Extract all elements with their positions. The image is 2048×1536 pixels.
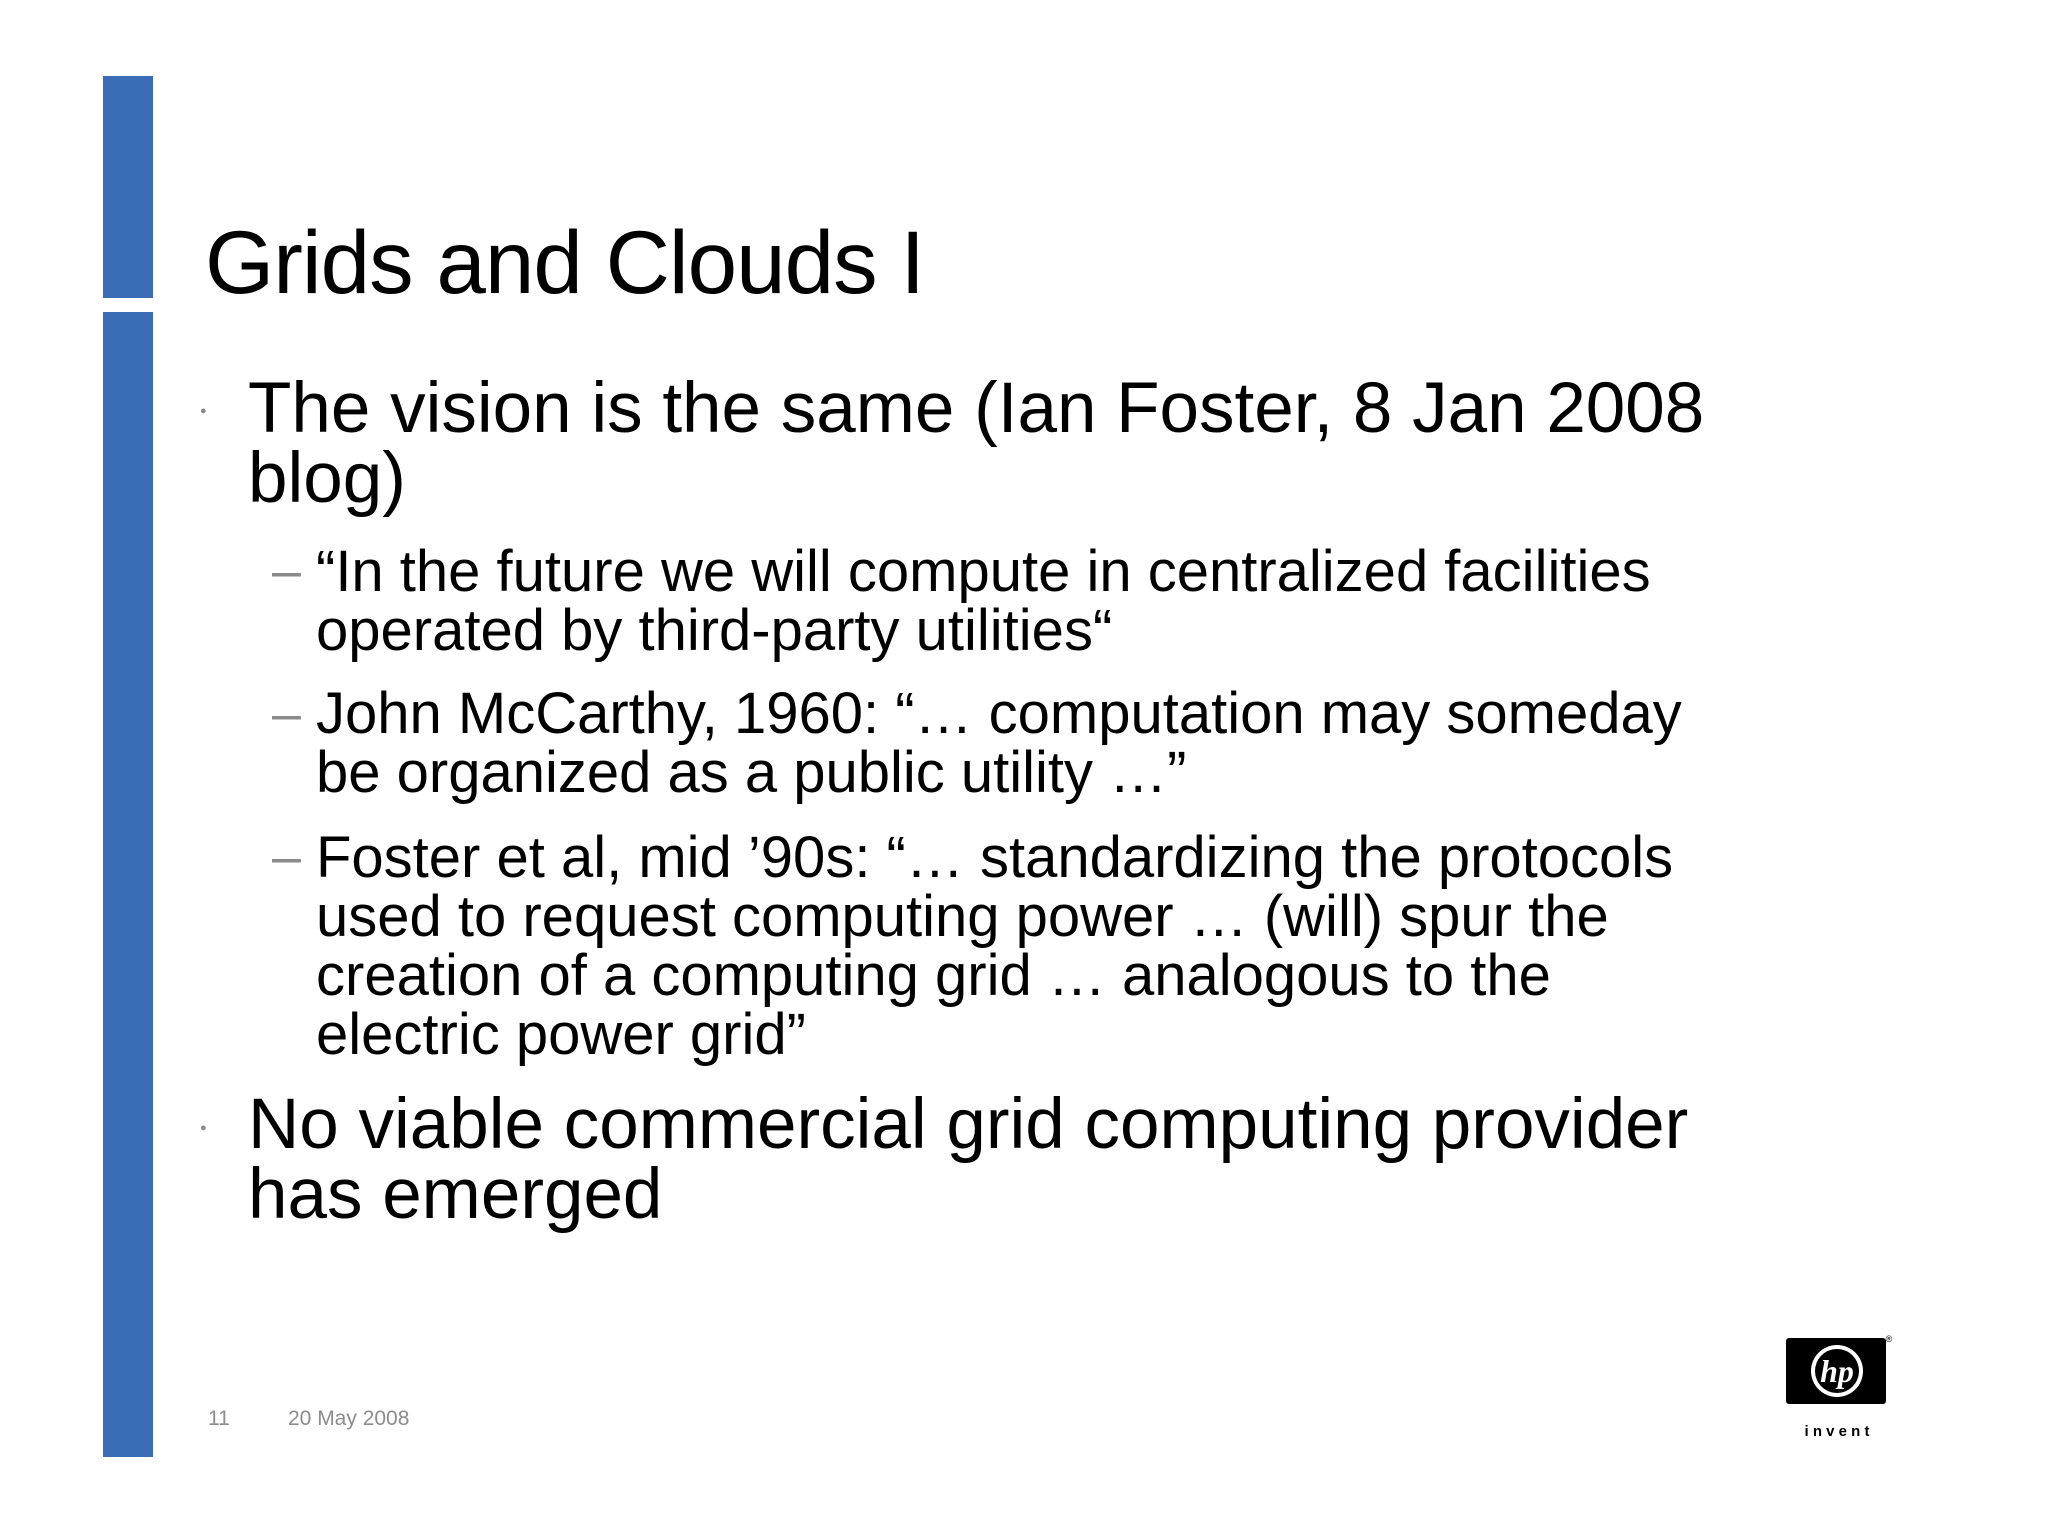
sub-bullet-text: John McCarthy, 1960: “… computation may someday: [316, 681, 1682, 746]
hp-logo-icon: [1784, 1334, 1892, 1444]
bullet-text: blog): [248, 439, 406, 518]
bullet-marker: ●: [200, 405, 207, 417]
bullet-text: No viable commercial grid computing provider: [248, 1085, 1689, 1164]
logo-tagline: i n v e n t: [1804, 1423, 1870, 1440]
logo-registered: ®: [1885, 1334, 1892, 1344]
sub-bullet-dash: –: [272, 685, 301, 743]
slide-title: Grids and Clouds I: [205, 212, 925, 312]
bullet-text: The vision is the same (Ian Foster, 8 Jan 2008: [248, 369, 1705, 448]
bullet-text: has emerged: [248, 1155, 663, 1234]
footer-date: 20 May 2008: [288, 1407, 410, 1430]
sub-bullet-text: creation of a computing grid … analogous to the: [316, 943, 1551, 1008]
logo-mark-text: hp: [1820, 1353, 1854, 1389]
sub-bullet-text: be organized as a public utility …”: [316, 740, 1187, 805]
sub-bullet-text: electric power grid”: [316, 1002, 806, 1067]
sub-bullet-text: used to request computing power … (will) spur the: [316, 884, 1609, 949]
sub-bullet-dash: –: [272, 828, 301, 886]
sub-bullet-text: Foster et al, mid ’90s: “… standardizing the protocols: [316, 825, 1674, 890]
bullet-marker: ●: [200, 1122, 207, 1134]
accent-bar-top: [103, 76, 153, 298]
accent-bar-bottom: [103, 312, 153, 1457]
page-number: 11: [208, 1407, 230, 1430]
sub-bullet-text: operated by third-party utilities“: [316, 598, 1113, 663]
sub-bullet-dash: –: [272, 542, 301, 600]
sub-bullet-text: “In the future we will compute in centralized facilities: [316, 539, 1651, 604]
